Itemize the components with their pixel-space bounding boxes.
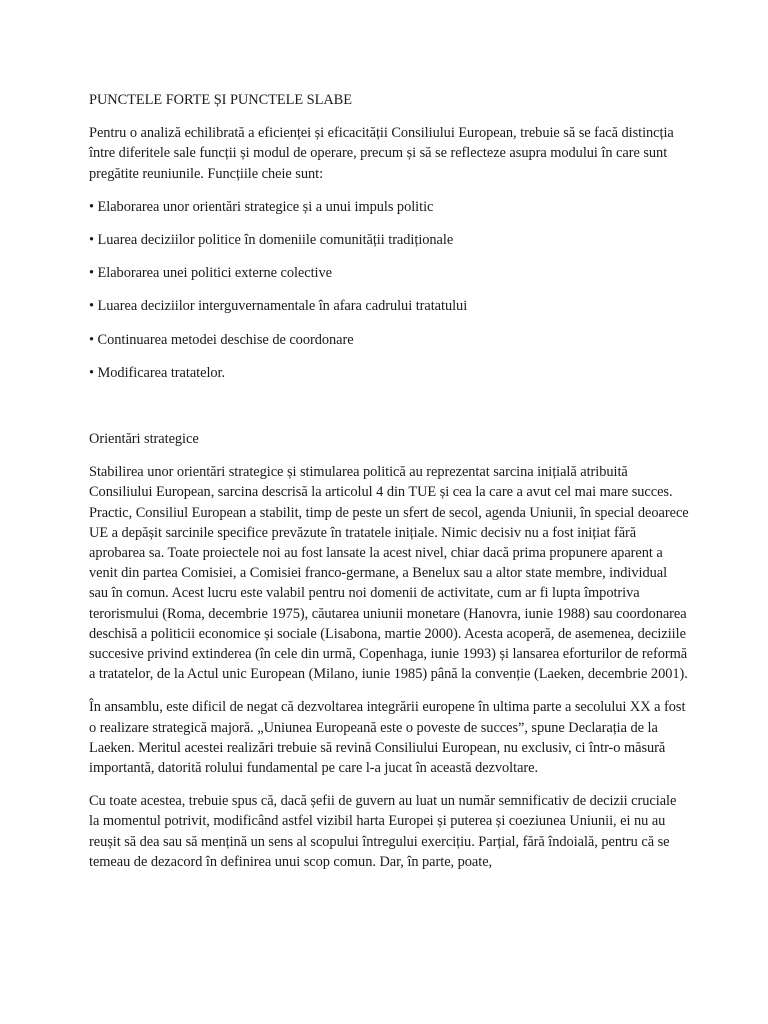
bullet-item: • Luarea deciziilor politice în domeniile comunității tradiționale: [89, 232, 454, 249]
document-page: [89, 90, 689, 885]
section-spacer: [89, 396, 689, 429]
bullet-item: • Modificarea tratatelor.: [89, 364, 226, 381]
body-paragraph: Stabilirea unor orientări strategice și stimularea politică au reprezentat sarcina inițială atribuită Consiliului European, sarcina descrisă la articolul 4 din TUE și cea la care a avut cel mai mare succes. Practic, Consiliul European a stabilit, timp de peste un sfert de secol, agenda Uniunii, în special deoarece UE a depășit sarcinile specifice prevăzute în tratatele inițiale. Nimic decisiv nu a fost inițiat fără aprobarea sa. Toate proiectele noi au fost lansate la acest nivel, chiar dacă prima propunere aparent a venit din partea Comisiei, a Comisiei franco-germane, a Benelux sau a altor state membre, individual sau în comun. Acest lucru este valabil pentru noi domenii de activitate, cum ar fi lupta împotriva terorismului (Roma, decembrie 1975), căutarea uniunii monetare (Hanovra, iunie 1988) sau coordonarea deschisă a politicii economice și sociale (Lisabona, martie 2000). Acesta acoperă, de asemenea, deciziile succesive privind extinderea (în cele din urmă, Copenhaga, iunie 1993) și lansarea eforturilor de reformă a tratatelor, de la Actul unic European (Milano, iunie 1985) până la convenție (Laeken, decembrie 2001).: [89, 464, 689, 683]
section-title-strategic-orientations: Orientări strategice: [89, 431, 199, 448]
bullet-item: • Continuarea metodei deschise de coordonare: [89, 331, 354, 348]
bullet-item: • Elaborarea unor orientări strategice și a unui impuls politic: [89, 198, 434, 215]
body-paragraph: Cu toate acestea, trebuie spus că, dacă șefii de guvern au luat un număr semnificativ de decizii cruciale la momentul potrivit, modificând astfel vizibil harta Europei și puterea și coeziunea Uniunii, ei nu au reușit să dea sau să mențină un sens al scopului întregului exercițiu. Parțial, fără îndoială, pentru că se temeau de dezacord în definirea unui scop comun. Dar, în parte, poate,: [89, 793, 677, 870]
bullet-item: • Luarea deciziilor interguvernamentale în afara cadrului tratatului: [89, 298, 468, 315]
intro-paragraph: Pentru o analiză echilibrată a eficienței și eficacității Consiliului European, trebuie să se facă distincția între diferitele sale funcții și modul de operare, precum și să se reflecteze asupra modului în care sunt pregătite reuniunile. Funcțiile cheie sunt:: [89, 125, 674, 182]
section-title-strengths-weaknesses: PUNCTELE FORTE ȘI PUNCTELE SLABE: [89, 92, 352, 108]
body-paragraph: În ansamblu, este dificil de negat că dezvoltarea integrării europene în ultima parte a secolului XX a fost o realizare strategică majoră. „Uniunea Europeană este o poveste de succes”, spune Declarația de la Laeken. Meritul acestei realizări trebuie să revină Consiliului European, nu exclusiv, ci într-o măsură importantă, datorită rolului fundamental pe care l-a jucat în această dezvoltare.: [89, 699, 686, 777]
bullet-item: • Elaborarea unei politici externe colective: [89, 265, 332, 282]
